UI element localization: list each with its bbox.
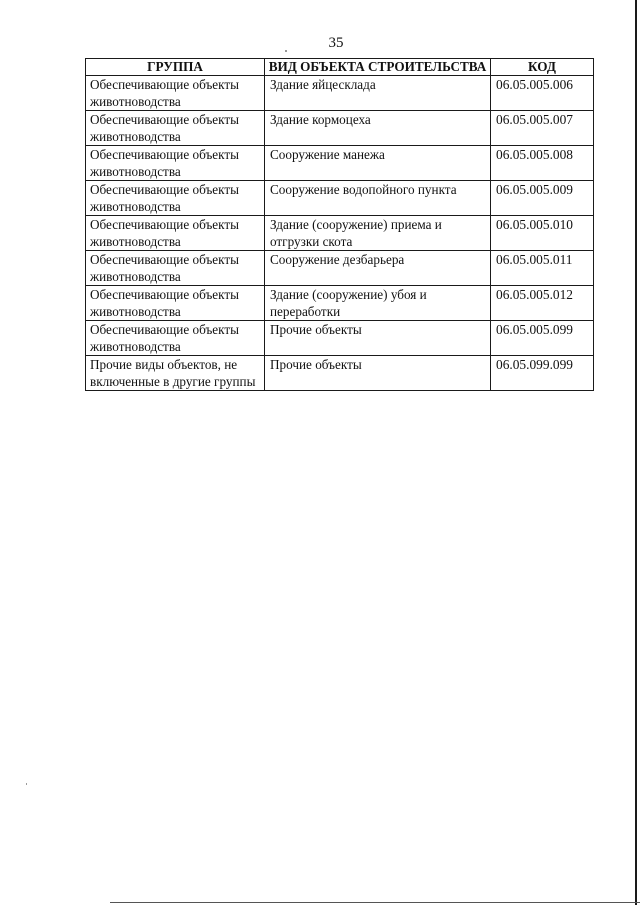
scan-speck — [26, 783, 27, 785]
cell-object-type: Прочие объекты — [265, 321, 491, 356]
cell-object-type: Здание кормоцеха — [265, 111, 491, 146]
cell-code: 06.05.005.008 — [491, 146, 594, 181]
scan-edge-bottom — [110, 902, 640, 903]
cell-object-type: Здание яйцесклада — [265, 76, 491, 111]
cell-group: Обеспечивающие объекты животноводства — [86, 286, 265, 321]
cell-group: Обеспечивающие объекты животноводства — [86, 146, 265, 181]
cell-group: Обеспечивающие объекты животноводства — [86, 181, 265, 216]
construction-types-table — [85, 58, 594, 391]
table-row — [86, 251, 594, 286]
table-row — [86, 76, 594, 111]
cell-object-type: Прочие объекты — [265, 356, 491, 391]
cell-code: 06.05.005.010 — [491, 216, 594, 251]
cell-object-type: Здание (сооружение) приема и отгрузки скота — [265, 216, 491, 251]
cell-group: Обеспечивающие объекты животноводства — [86, 251, 265, 286]
cell-code: 06.05.005.009 — [491, 181, 594, 216]
page-number: 35 — [328, 35, 344, 51]
cell-group: Обеспечивающие объекты животноводства — [86, 321, 265, 356]
table-row — [86, 356, 594, 391]
table-row — [86, 181, 594, 216]
cell-group: Прочие виды объектов, не включенные в другие группы — [86, 356, 265, 391]
table-row — [86, 111, 594, 146]
table-row — [86, 321, 594, 356]
cell-group: Обеспечивающие объекты животноводства — [86, 216, 265, 251]
column-header-code: КОД — [491, 59, 594, 76]
table-row — [86, 286, 594, 321]
cell-object-type: Здание (сооружение) убоя и переработки — [265, 286, 491, 321]
cell-object-type: Сооружение дезбарьера — [265, 251, 491, 286]
table-row — [86, 146, 594, 181]
cell-code: 06.05.005.006 — [491, 76, 594, 111]
column-header-object-type: ВИД ОБЪЕКТА СТРОИТЕЛЬСТВА — [265, 59, 491, 76]
cell-group: Обеспечивающие объекты животноводства — [86, 111, 265, 146]
cell-object-type: Сооружение манежа — [265, 146, 491, 181]
cell-code: 06.05.005.012 — [491, 286, 594, 321]
cell-code: 06.05.005.099 — [491, 321, 594, 356]
cell-code: 06.05.005.011 — [491, 251, 594, 286]
table-row — [86, 216, 594, 251]
cell-object-type: Сооружение водопойного пункта — [265, 181, 491, 216]
cell-code: 06.05.005.007 — [491, 111, 594, 146]
cell-group: Обеспечивающие объекты животноводства — [86, 76, 265, 111]
scan-edge-right — [635, 0, 637, 905]
table-header-row — [86, 59, 594, 76]
cell-code: 06.05.099.099 — [491, 356, 594, 391]
column-header-group: ГРУППА — [86, 59, 265, 76]
